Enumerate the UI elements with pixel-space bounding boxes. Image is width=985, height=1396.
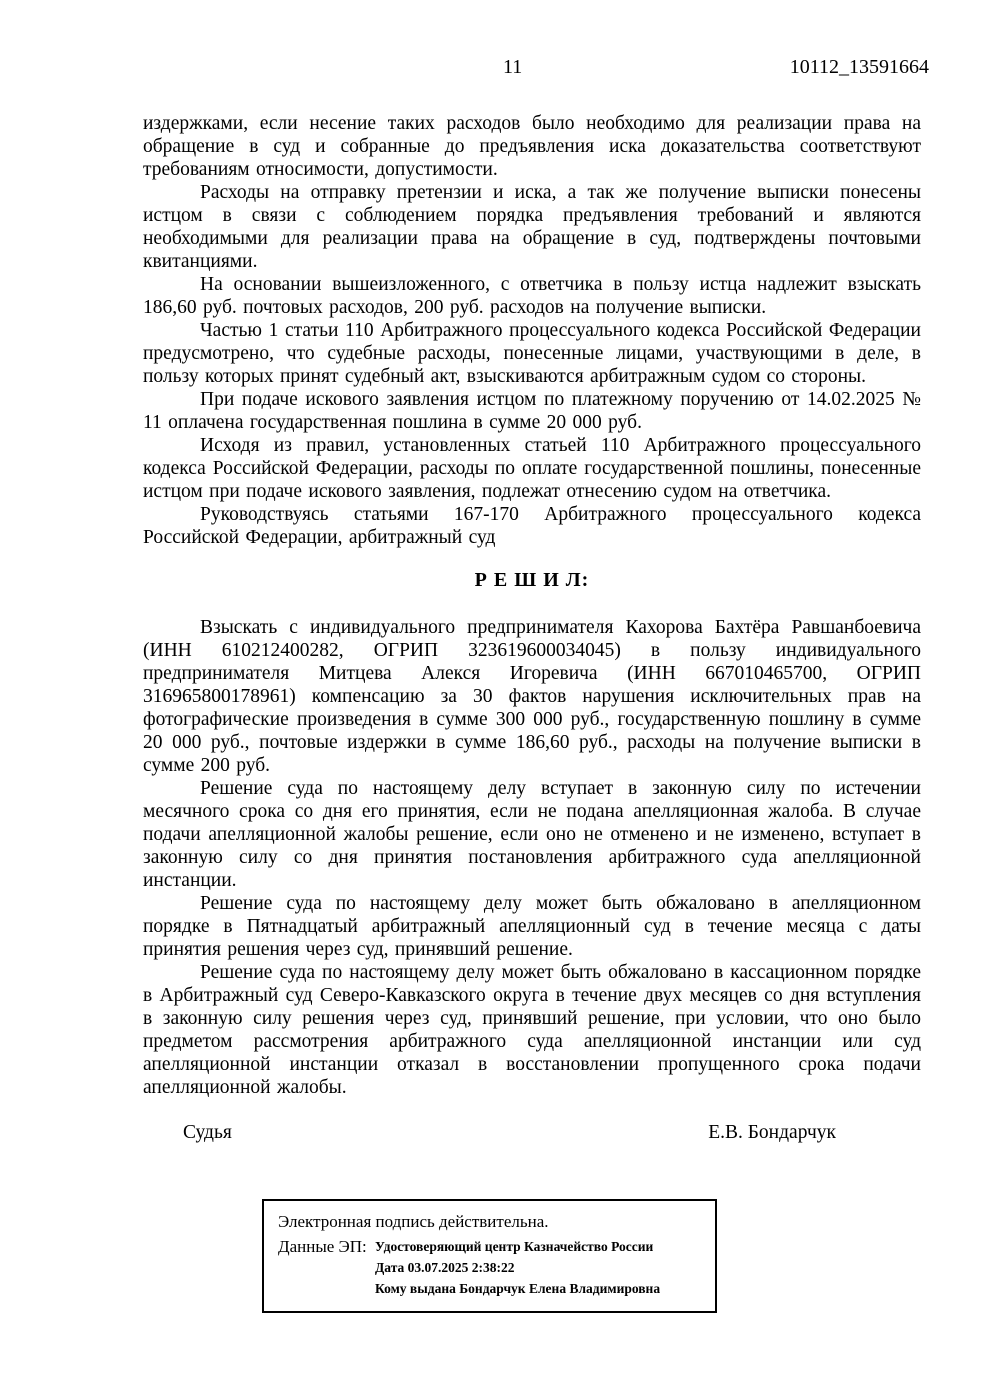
paragraph: издержками, если несение таких расходов было необходимо для реализации права на обращение в суд и собранные до предъявления иска доказательства соответствуют требованиям относимости, допустимости. [143, 113, 921, 180]
esignature-detail-line: Кому выдана Бондарчук Елена Владимировна [375, 1281, 661, 1296]
paragraphs-before-decision [143, 112, 921, 549]
esignature-data-label: Данные ЭП: [278, 1237, 367, 1256]
paragraph: На основании вышеизложенного, с ответчика в пользу истца надлежит взыскать 186,60 руб. почтовых расходов, 200 руб. расходов на получение выписки. [143, 274, 921, 318]
page-number: 11 [503, 56, 523, 78]
judge-name: Е.В. Бондарчук [708, 1122, 836, 1143]
signature-row [143, 1121, 921, 1144]
paragraph: Частью 1 статьи 110 Арбитражного процессуального кодекса Российской Федерации предусмотрено, что судебные расходы, понесенные лицами, участвующими в деле, в пользу которых принят судебный акт, взыскиваются арбитражным судом со стороны. [143, 320, 921, 387]
paragraph: Взыскать с индивидуального предпринимателя Кахорова Бахтёра Равшанбоевича (ИНН 610212400282, ОГРИП 323619600034045) в пользу индивидуального предпринимателя Митцева Алекся Игоревича (ИНН 667010465700, ОГРИП 316965800178961) компенсацию за 30 фактов нарушения исключительных прав на фотографические произведения в сумме 300 000 руб., государственную пошлину в сумме 20 000 руб., почтовые издержки в сумме 186,60 руб., расходы на получение выписки в сумме 200 руб. [143, 617, 921, 776]
esignature-details [375, 1236, 660, 1299]
judge-label: Судья [183, 1122, 232, 1143]
paragraph: Решение суда по настоящему делу может быть обжаловано в кассационном порядке в Арбитражный суд Северо-Кавказского округа в течение двух месяцев со дня вступления в законную силу решения через суд, принявший решение, при условии, что оно было предметом рассмотрения арбитражного суда апелляционной инстанции или суд апелляционной инстанции отказал в восстановлении пропущенного срока подачи апелляционной жалобы. [143, 962, 921, 1098]
esignature-detail-line: Дата 03.07.2025 2:38:22 [375, 1260, 515, 1275]
paragraph: Руководствуясь статьями 167-170 Арбитражного процессуального кодекса Российской Федерации, арбитражный суд [143, 504, 921, 548]
paragraph: Решение суда по настоящему делу может быть обжаловано в апелляционном порядке в Пятнадцатый арбитражный апелляционный суд в течение месяца с даты принятия решения через суд, принявший решение. [143, 893, 921, 960]
esignature-box [262, 1199, 717, 1313]
document-id: 10112_13591664 [789, 56, 929, 78]
decision-heading: Р Е Ш И Л: [474, 569, 590, 591]
paragraph: Решение суда по настоящему делу вступает в законную силу по истечении месячного срока со дня его принятия, если не подана апелляционная жалоба. В случае подачи апелляционной жалобы решение, если оно не отменено и не изменено, вступает в законную силу со дня принятия постановления арбитражного суда апелляционной инстанции. [143, 778, 921, 891]
esignature-data-row [278, 1236, 703, 1299]
paragraph: При подаче искового заявления истцом по платежному поручению от 14.02.2025 № 11 оплачена государственная пошлина в сумме 20 000 руб. [143, 389, 921, 433]
document-body [143, 112, 921, 1313]
page-header [0, 56, 985, 80]
paragraph: Исходя из правил, установленных статьей 110 Арбитражного процессуального кодекса Российской Федерации, расходы по оплате государственной пошлины, понесенные истцом при подаче искового заявления, подлежат отнесению судом на ответчика. [143, 435, 921, 502]
paragraph: Расходы на отправку претензии и иска, а так же получение выписки понесены истцом в связи с соблюдением порядка предъявления требований и являются необходимыми для реализации права на обращение в суд, подтверждены почтовыми квитанциями. [143, 182, 921, 272]
esignature-detail-line: Удостоверяющий центр Казначейство России [375, 1239, 654, 1254]
paragraphs-after-decision [143, 616, 921, 1099]
esignature-valid-text: Электронная подпись действительна. [278, 1212, 549, 1231]
